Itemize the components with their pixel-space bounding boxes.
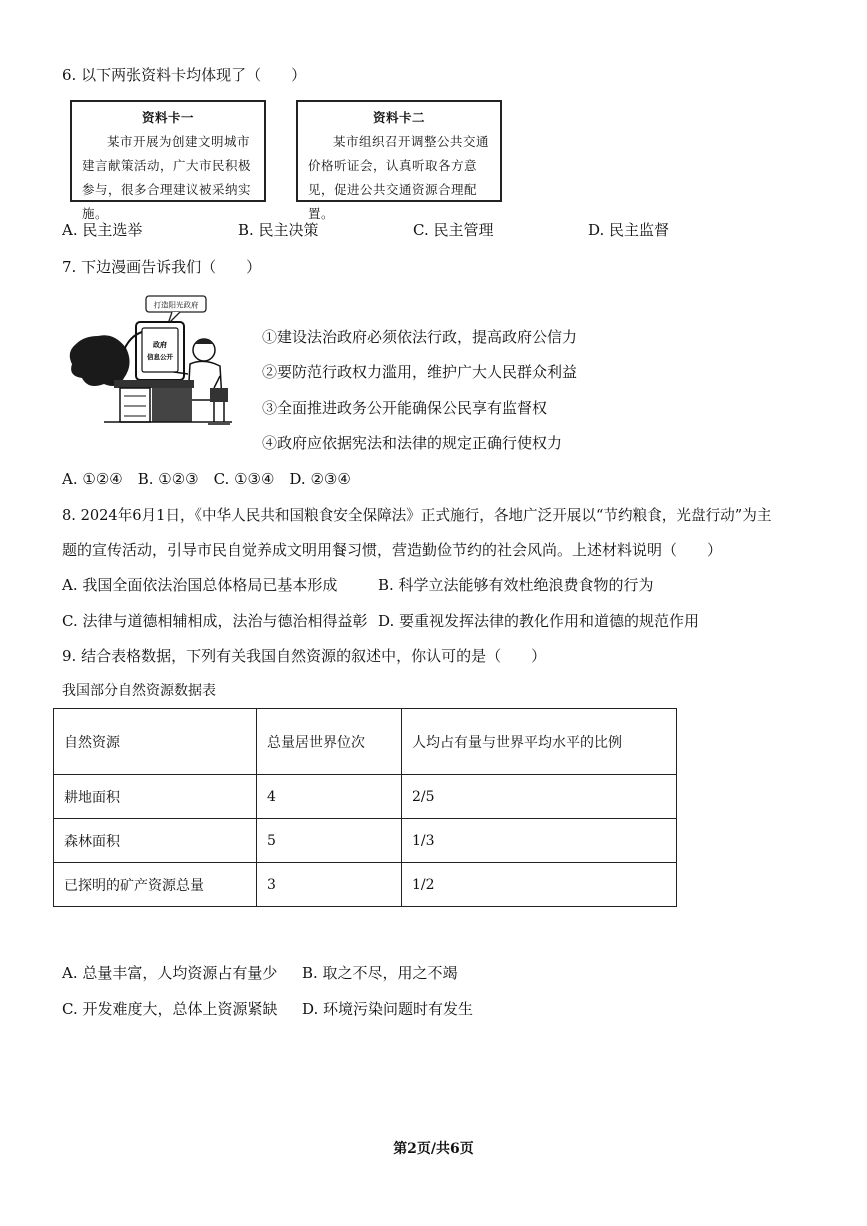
cartoon-drawing xyxy=(64,292,244,442)
sign-text-2: 信息公开 xyxy=(147,353,173,361)
material-card-1 xyxy=(70,100,266,221)
table-cell: 已探明的矿产资源总量 xyxy=(54,863,257,907)
table-title: 我国部分自然资源数据表 xyxy=(62,683,216,699)
table-cell: 3 xyxy=(257,863,402,907)
q9-option-d: D. 环境污染问题时有发生 xyxy=(302,1000,474,1018)
table-cell: 耕地面积 xyxy=(54,775,257,819)
q7-statement-1: ①建设法治政府必须依法行政，提高政府公信力 xyxy=(262,328,578,346)
q9-option-c: C. 开发难度大，总体上资源紧缺 xyxy=(62,1000,278,1018)
table-cell: 森林面积 xyxy=(54,819,257,863)
q7-statement-3: ③全面推进政务公开能确保公民享有监督权 xyxy=(262,399,548,417)
table-cell: 4 xyxy=(257,775,402,819)
q9-stem: 9. 结合表格数据，下列有关我国自然资源的叙述中，你认可的是（ ） xyxy=(62,647,547,665)
q8-stem-line2: 题的宣传活动，引导市民自觉养成文明用餐习惯，营造勤俭节约的社会风尚。上述材料说明（ ） xyxy=(62,541,723,559)
q8-option-d: D. 要重视发挥法律的教化作用和道德的规范作用 xyxy=(378,612,700,630)
material-card-2 xyxy=(296,100,502,221)
q9-option-b: B. 取之不尽，用之不竭 xyxy=(302,964,458,982)
table-cell: 1/3 xyxy=(402,819,677,863)
page-footer: 第2页/共6页 xyxy=(393,1141,474,1157)
table-cell: 2/5 xyxy=(402,775,677,819)
q9-option-a: A. 总量丰富，人均资源占有量少 xyxy=(62,964,278,982)
q6-option-c: C. 民主管理 xyxy=(413,221,494,239)
header-cell: 自然资源 xyxy=(54,709,257,775)
q7-options: A. ①②④ B. ①②③ C. ①③④ D. ②③④ xyxy=(62,470,351,488)
table-row xyxy=(54,863,677,907)
card1-body: 某市开展为创建文明城市建言献策活动，广大市民积极参与，很多合理建议被采纳实施。 xyxy=(82,134,252,221)
q7-statement-2: ②要防范行政权力滥用，维护广大人民群众利益 xyxy=(262,363,578,381)
table-header-row xyxy=(54,709,677,775)
q8-stem-line1: 8. 2024年6月1日，《中华人民共和国粮食安全保障法》正式施行，各地广泛开展以“节约粮食，光盘行动”为主 xyxy=(62,507,772,524)
cartoon-image xyxy=(64,292,244,442)
bubble-text: 打造阳光政府 xyxy=(153,300,199,310)
q6-option-b: B. 民主决策 xyxy=(238,221,319,239)
table-row xyxy=(54,819,677,863)
card1-title: 资料卡一 xyxy=(141,110,194,125)
q7-statement-4: ④政府应依据宪法和法律的规定正确行使权力 xyxy=(262,434,563,452)
table-cell: 5 xyxy=(257,819,402,863)
q7-stem: 7. 下边漫画告诉我们（ ） xyxy=(62,258,262,276)
q6-option-a: A. 民主选举 xyxy=(62,221,143,239)
table-row xyxy=(54,775,677,819)
table-cell: 1/2 xyxy=(402,863,677,907)
card2-body: 某市组织召开调整公共交通价格听证会，认真听取各方意见，促进公共交通资源合理配置。 xyxy=(308,134,490,221)
q6-stem: 6. 以下两张资料卡均体现了（ ） xyxy=(62,66,307,84)
card2-title: 资料卡二 xyxy=(372,110,425,125)
header-cell: 人均占有量与世界平均水平的比例 xyxy=(402,709,677,775)
q8-option-c: C. 法律与道德相辅相成，法治与德治相得益彰 xyxy=(62,612,368,630)
sign-text: 政府 xyxy=(153,341,167,349)
q6-option-d: D. 民主监督 xyxy=(588,221,670,239)
resource-table xyxy=(53,708,677,907)
q8-option-b: B. 科学立法能够有效杜绝浪费食物的行为 xyxy=(378,576,654,594)
q8-option-a: A. 我国全面依法治国总体格局已基本形成 xyxy=(62,576,338,594)
header-cell: 总量居世界位次 xyxy=(257,709,402,775)
